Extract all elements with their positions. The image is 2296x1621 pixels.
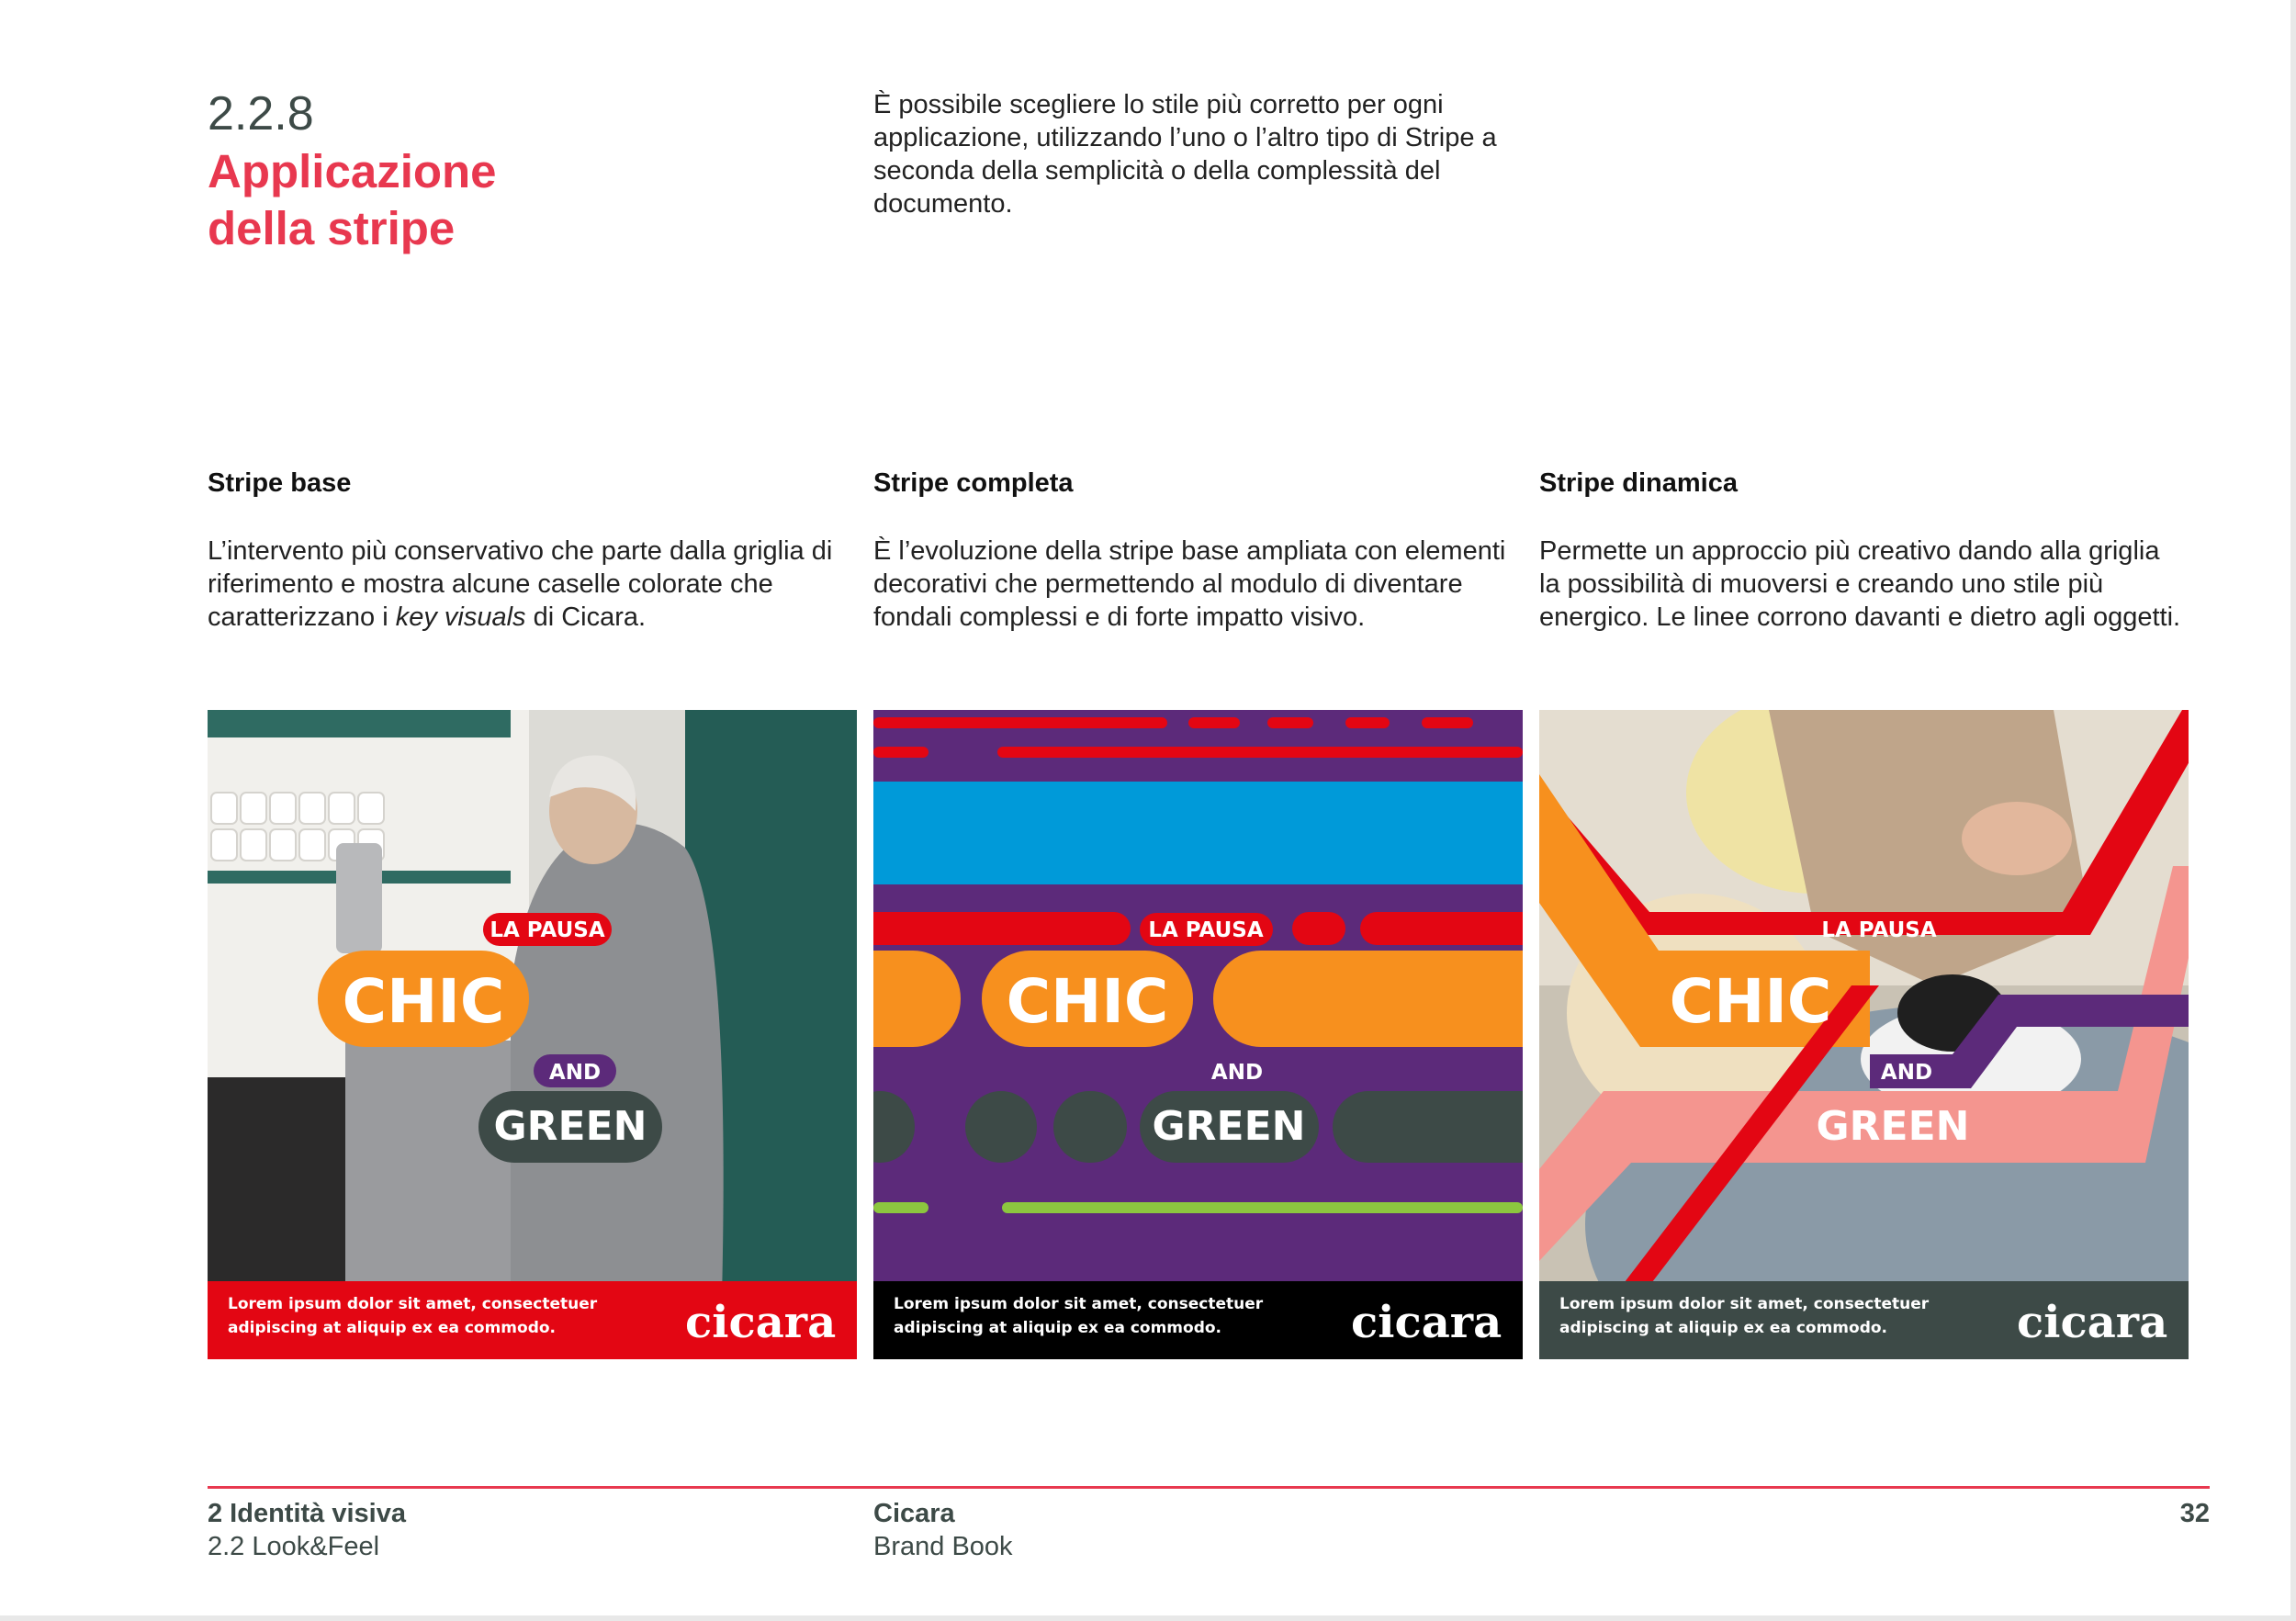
shelf-top: [208, 710, 511, 737]
lime-dash-right: [1002, 1202, 1523, 1213]
poster-stripe-dinamica: [1539, 710, 2189, 1359]
footer-chapter: 2 Identità visiva: [208, 1499, 406, 1528]
tag-chic: CHIC: [342, 966, 505, 1037]
cicara-logo: cicara: [1351, 1297, 1503, 1348]
caption-line1: Lorem ipsum dolor sit amet, consectetuer: [228, 1295, 598, 1313]
column-text-base-part1: L’intervento più conservativo che parte dalla griglia di riferimento e mostra alcune caselle colorate che caratterizzano i: [208, 536, 833, 632]
intro-paragraph: È possibile scegliere lo stile più corretto per ogni applicazione, utilizzando l’uno o l’altro tipo di Stripe a seconda della semplicità o della complessità del documento.: [873, 90, 1497, 219]
tag-and: AND: [1880, 1061, 1933, 1085]
red-stripe-right: [1360, 912, 1523, 945]
cicara-logo: cicara: [2017, 1297, 2168, 1348]
lime-dash-left: [873, 1202, 929, 1213]
column-text-base-part2: di Cicara.: [525, 602, 647, 632]
tag-and: AND: [1210, 1061, 1264, 1085]
cicara-logo: cicara: [685, 1297, 837, 1348]
red-stripe-left: [873, 912, 1131, 945]
tag-la-pausa: LA PAUSA: [490, 918, 605, 942]
thermos: [336, 843, 382, 953]
caption-line1: Lorem ipsum dolor sit amet, consectetuer: [1559, 1295, 1930, 1313]
tag-green: GREEN: [493, 1103, 647, 1150]
tag-chic: CHIC: [1006, 966, 1169, 1037]
footer-brand: Cicara: [873, 1499, 955, 1528]
caption-line2: adipiscing at aliquip ex ea commodo.: [894, 1319, 1222, 1337]
column-text-base-italic: key visuals: [395, 602, 526, 632]
poster-stripe-base: [208, 710, 857, 1359]
page-number: 32: [2179, 1499, 2210, 1528]
tag-la-pausa: LA PAUSA: [1821, 918, 1937, 942]
section-title: [208, 143, 667, 257]
caption-line1: Lorem ipsum dolor sit amet, consectetuer: [894, 1295, 1264, 1313]
footer-subchapter: 2.2 Look&Feel: [208, 1532, 380, 1561]
orange-stripe-right: [1213, 951, 1523, 1047]
tag-and: AND: [548, 1061, 602, 1085]
column-text-completa: È l’evoluzione della stripe base ampliata con elementi decorativi che permettendo al modulo di diventare fondali complessi e di forte impatto visivo.: [873, 536, 1506, 632]
poster-stripe-completa: [873, 710, 1523, 1359]
caption-line2: adipiscing at aliquip ex ea commodo.: [228, 1319, 557, 1337]
coffee-machine-side: [345, 1041, 511, 1298]
section-title-line2: della stripe: [208, 202, 456, 254]
section-title-line1: Applicazione: [208, 145, 497, 197]
section-number: 2.2.8: [208, 87, 314, 141]
column-text-dinamica: Permette un approccio più creativo dando alla griglia la possibilità di muoversi e creando uno stile più energico. Le linee corrono davanti e dietro agli oggetti.: [1539, 536, 2181, 632]
caption-line2: adipiscing at aliquip ex ea commodo.: [1559, 1319, 1888, 1337]
footer-divider: [208, 1486, 2210, 1489]
column-text-base: [208, 535, 850, 634]
tag-chic: CHIC: [1669, 966, 1832, 1037]
page-edge-bottom: [0, 1615, 2296, 1621]
tag-green: GREEN: [1152, 1103, 1306, 1150]
column-heading-base: Stripe base: [208, 468, 352, 498]
column-heading-completa: Stripe completa: [873, 468, 1074, 498]
page-edge-right: [2290, 0, 2296, 1621]
footer-doc: Brand Book: [873, 1532, 1013, 1561]
column-heading-dinamica: Stripe dinamica: [1539, 468, 1738, 498]
hand: [1962, 802, 2072, 875]
tag-la-pausa: LA PAUSA: [1148, 918, 1264, 942]
blue-stripe: [873, 782, 1523, 884]
red-stripe-dot: [1292, 912, 1345, 945]
tag-green: GREEN: [1816, 1103, 1970, 1150]
